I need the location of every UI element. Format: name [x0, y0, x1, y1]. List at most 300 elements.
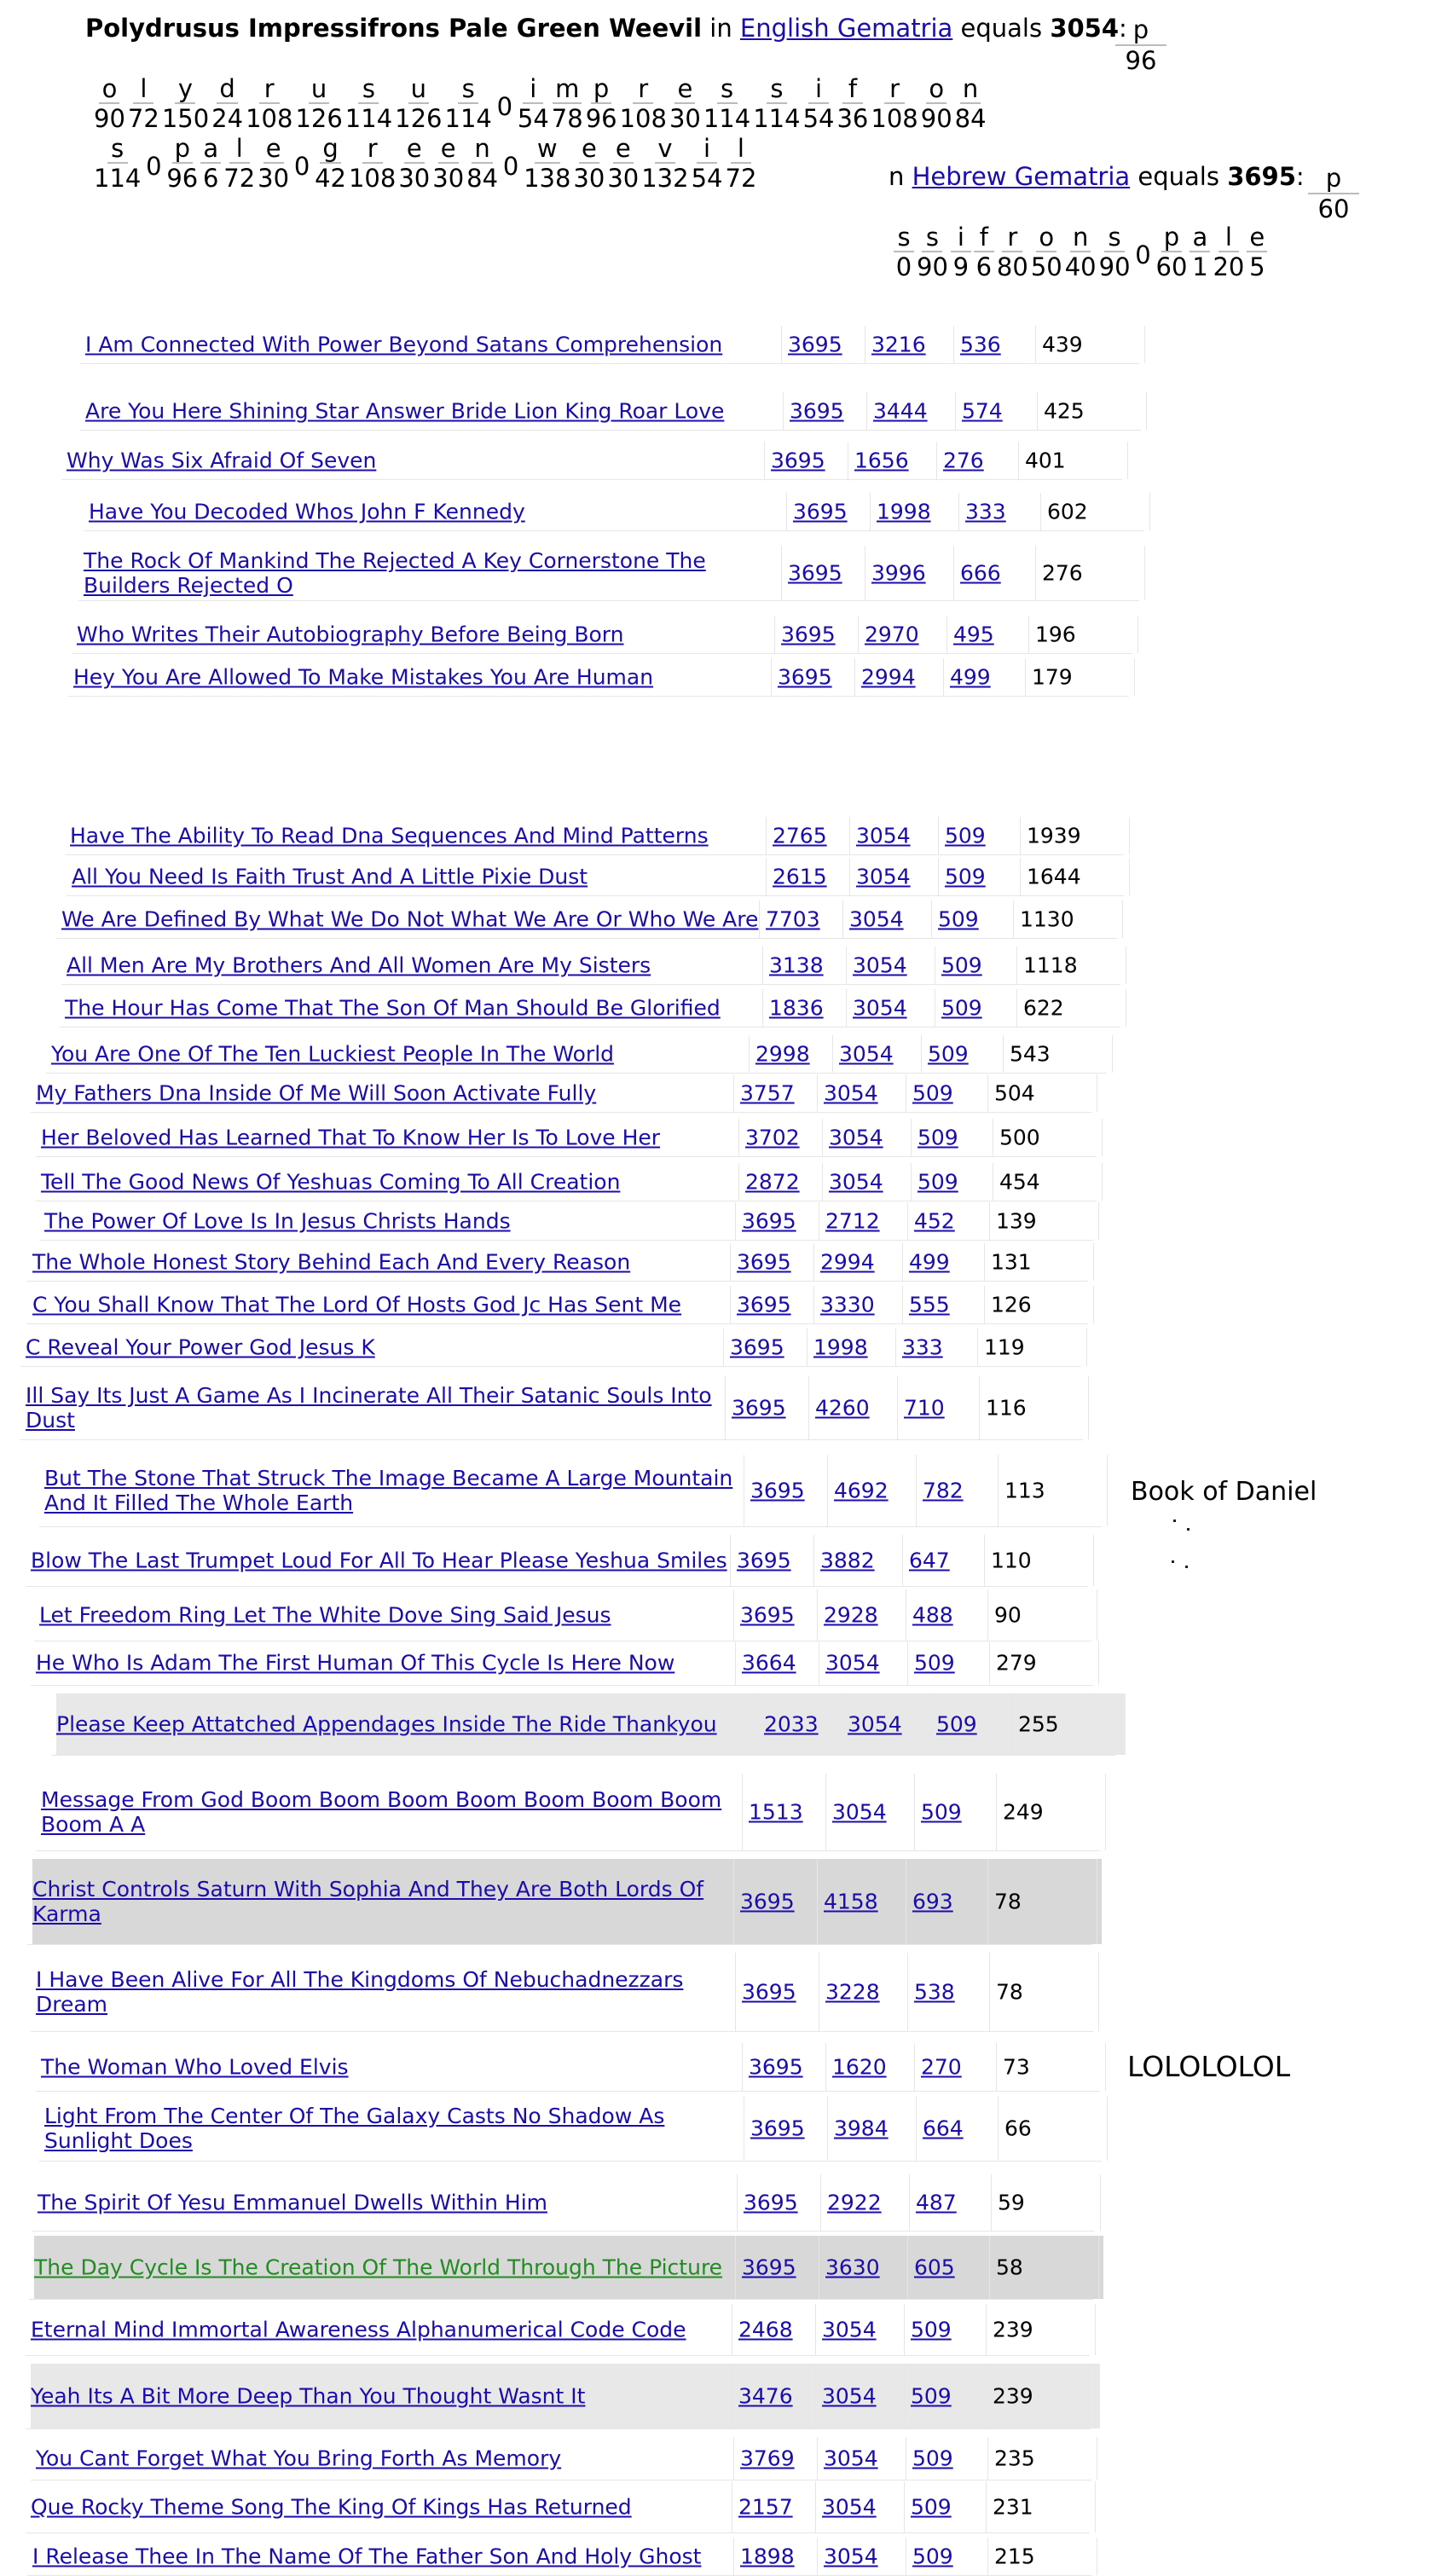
letter-cell — [955, 75, 987, 133]
search-count: 454 — [999, 1169, 1040, 1195]
column-divider — [1105, 2043, 1106, 2091]
simple-value-link[interactable]: 538 — [914, 1979, 955, 2005]
jewish-value-link[interactable]: 3054 — [829, 1125, 883, 1150]
phrase-link[interactable]: Have You Decoded Whos John F Kennedy — [89, 499, 525, 524]
english-value-link[interactable]: 3695 — [737, 1548, 791, 1573]
english-value-link[interactable]: 3476 — [738, 2383, 793, 2409]
column-divider — [841, 1693, 842, 1755]
english-value-link[interactable]: 2615 — [773, 864, 827, 889]
jewish-value-link[interactable]: 2922 — [827, 2190, 882, 2215]
speck-mark — [1173, 1520, 1176, 1522]
search-count: 504 — [994, 1080, 1035, 1106]
phrase-link[interactable]: Why Was Six Afraid Of Seven — [67, 448, 377, 473]
column-divider — [733, 1074, 734, 1112]
column-divider — [725, 1376, 726, 1439]
phrase-link[interactable]: He Who Is Adam The First Human Of This Cycle Is Here Now — [36, 1650, 675, 1676]
search-count: 1939 — [1027, 823, 1081, 848]
simple-value-link[interactable]: 487 — [916, 2190, 957, 2215]
jewish-value-link[interactable]: 3228 — [825, 1979, 880, 2005]
phrase-link[interactable]: C Reveal Your Power God Jesus K — [26, 1334, 375, 1360]
column-divider — [742, 2043, 743, 2091]
table-row — [36, 1074, 1071, 1112]
column-divider — [1011, 1693, 1012, 1755]
jewish-value-link[interactable]: 3054 — [824, 1080, 878, 1106]
jewish-value-link[interactable]: 3054 — [825, 1650, 880, 1676]
column-divider — [1093, 1286, 1094, 1323]
phrase-link[interactable]: You Cant Forget What You Bring Forth As Memory — [36, 2446, 562, 2471]
letter-value: 5 — [1249, 252, 1265, 281]
simple-value-link[interactable]: 509 — [945, 864, 986, 889]
jewish-value-link[interactable]: 3054 — [832, 1799, 887, 1825]
simple-value-link[interactable]: 488 — [912, 1602, 953, 1628]
simple-value-link[interactable]: 664 — [923, 2116, 964, 2141]
simple-value-link[interactable]: 452 — [914, 1208, 955, 1234]
column-divider — [998, 1455, 999, 1526]
letter-char: a — [200, 135, 221, 164]
column-divider — [733, 1859, 734, 1944]
phrase-link[interactable]: The Hour Has Come That The Son Of Man Should Be Glorified — [65, 995, 721, 1021]
column-divider — [987, 2538, 988, 2575]
letter-value: 84 — [954, 104, 987, 133]
english-value-link[interactable]: 3695 — [740, 1602, 795, 1628]
column-divider — [911, 1163, 912, 1201]
jewish-value-link[interactable]: 3054 — [822, 2317, 877, 2342]
letter-value: 9 — [952, 252, 970, 281]
table-row — [36, 1641, 1073, 1685]
simple-value-link[interactable]: 782 — [923, 1478, 964, 1503]
english-value-link[interactable]: 3695 — [793, 499, 848, 524]
simple-value-link[interactable]: 499 — [950, 664, 991, 690]
jewish-value-link[interactable]: 3882 — [820, 1548, 875, 1573]
jewish-value-link[interactable]: 2712 — [825, 1208, 880, 1234]
simple-value-link[interactable]: 647 — [909, 1548, 950, 1573]
letter-cell — [573, 135, 605, 193]
table-row — [41, 2043, 1080, 2091]
jewish-value-link[interactable]: 3054 — [853, 952, 907, 978]
simple-value-link[interactable]: 536 — [960, 332, 1001, 357]
row-divider — [68, 696, 1129, 697]
simple-value-link[interactable]: 509 — [941, 995, 982, 1021]
letter-char: f — [974, 223, 994, 252]
jewish-value-link[interactable]: 3996 — [871, 560, 926, 586]
row-divider — [60, 1027, 1120, 1028]
phrase-link[interactable]: Are You Here Shining Star Answer Bride Lion King Roar Love — [85, 398, 725, 424]
simple-value-link[interactable]: 499 — [909, 1249, 950, 1275]
simple-value-link[interactable]: 693 — [912, 1889, 953, 1914]
search-count: 255 — [1018, 1711, 1059, 1737]
simple-value-link[interactable]: 333 — [902, 1334, 943, 1360]
simple-value-link[interactable]: 605 — [914, 2255, 955, 2280]
phrase-link[interactable]: The Power Of Love Is In Jesus Christs Hands — [44, 1208, 511, 1234]
search-count: 1644 — [1027, 864, 1081, 889]
english-value-link[interactable]: 3695 — [750, 1478, 805, 1503]
column-divider — [1088, 1376, 1089, 1439]
column-divider — [1134, 658, 1135, 696]
simple-value-link[interactable]: 509 — [938, 906, 979, 932]
jewish-value-link[interactable]: 3054 — [856, 864, 911, 889]
phrase-link[interactable]: I Release Thee In The Name Of The Father Son And Holy Ghost — [32, 2544, 702, 2569]
letter-char: r — [633, 75, 653, 104]
letter-value: 84 — [466, 164, 499, 193]
english-value-link[interactable]: 3695 — [730, 1334, 784, 1360]
column-divider — [735, 1953, 736, 2031]
letter-char: y — [175, 75, 195, 104]
simple-value-link[interactable]: 509 — [911, 2383, 952, 2409]
english-value-link[interactable]: 3695 — [742, 1208, 796, 1234]
simple-value-link[interactable]: 509 — [914, 1650, 955, 1676]
letter-cell — [1213, 223, 1244, 281]
letter-value: 0 — [895, 252, 912, 281]
column-divider — [815, 2481, 816, 2533]
row-divider — [56, 938, 1117, 939]
letter-char: o — [926, 75, 946, 104]
english-value-link[interactable]: 3702 — [745, 1125, 800, 1150]
table-row — [32, 1286, 1068, 1323]
column-divider — [914, 2043, 915, 2091]
simple-value-link[interactable]: 509 — [941, 952, 982, 978]
column-divider — [1025, 658, 1026, 696]
phrase-link[interactable]: The Day Cycle Is The Creation Of The World Through The Picture — [34, 2255, 723, 2280]
jewish-value-link[interactable]: 3054 — [824, 2446, 878, 2471]
jewish-value-link[interactable]: 3054 — [822, 2383, 877, 2409]
english-value-link[interactable]: 2872 — [745, 1169, 800, 1195]
jewish-value-link[interactable]: 3054 — [822, 2494, 877, 2520]
column-divider — [1020, 858, 1021, 895]
hebrew-value: 3695 — [1227, 162, 1296, 191]
jewish-value-link[interactable]: 3444 — [873, 398, 928, 424]
phrase-link[interactable]: The Spirit Of Yesu Emmanuel Dwells Within Him — [38, 2190, 547, 2215]
table-row — [26, 1376, 1062, 1439]
letter-cell — [669, 75, 701, 133]
simple-value-link[interactable]: 509 — [945, 823, 986, 848]
row-divider — [27, 1281, 1088, 1282]
column-divider — [735, 1641, 736, 1685]
jewish-value-link[interactable]: 1620 — [832, 2054, 887, 2080]
jewish-value-link[interactable]: 2994 — [820, 1249, 875, 1275]
jewish-value-link[interactable]: 3630 — [825, 2255, 880, 2280]
jewish-value-link[interactable]: 4260 — [815, 1395, 870, 1421]
simple-value-link[interactable]: 495 — [953, 622, 994, 647]
search-count: 439 — [1042, 332, 1083, 357]
column-divider — [953, 326, 954, 363]
column-divider — [1098, 1202, 1099, 1240]
jewish-value-link[interactable]: 3054 — [849, 906, 904, 932]
simple-value-link[interactable]: 509 — [911, 2317, 952, 2342]
phrase-link[interactable]: C You Shall Know That The Lord Of Hosts God Jc Has Sent Me — [32, 1292, 682, 1317]
phrase-link[interactable]: Yeah Its A Bit More Deep Than You Thought Wasnt It — [31, 2383, 586, 2409]
column-divider — [984, 1286, 985, 1323]
column-divider — [914, 1774, 915, 1850]
column-divider — [987, 1859, 988, 1944]
english-value-link[interactable]: 3695 — [788, 332, 842, 357]
hebrew-letter-breakdown-clip — [887, 220, 1381, 288]
search-count: 249 — [1003, 1799, 1044, 1825]
simple-value-link[interactable]: 509 — [912, 2544, 953, 2569]
english-value-link[interactable]: 1898 — [740, 2544, 795, 2569]
english-value-link[interactable]: 3695 — [750, 2116, 805, 2141]
table-row — [32, 1243, 1068, 1281]
english-value-link[interactable]: 3695 — [744, 2190, 798, 2215]
letter-char: s — [894, 223, 914, 252]
phrase-link[interactable]: I Have Been Alive For All The Kingdoms Of Nebuchadnezzars Dream — [36, 1967, 684, 2017]
column-divider — [1020, 817, 1021, 854]
letter-char: e — [579, 135, 599, 164]
letter-value: 30 — [432, 164, 465, 193]
phrase-link[interactable]: Have The Ability To Read Dna Sequences And Mind Patterns — [70, 823, 709, 848]
column-divider — [825, 2043, 826, 2091]
letter-cell — [524, 135, 570, 193]
letter-char: o — [99, 75, 119, 104]
phrase-link[interactable]: Ill Say Its Just A Game As I Incinerate All Their Satanic Souls Into Dust — [26, 1383, 712, 1433]
letter-value: 126 — [295, 104, 343, 133]
search-count: 239 — [993, 2317, 1033, 2342]
column-divider — [1107, 1455, 1108, 1526]
letter-cell — [1190, 223, 1210, 281]
jewish-value-link[interactable]: 3054 — [856, 823, 911, 848]
letter-cell — [432, 135, 464, 193]
letter-cell — [162, 75, 209, 133]
english-value-link[interactable]: 3695 — [771, 448, 825, 473]
english-value-link[interactable]: 3695 — [778, 664, 832, 690]
row-divider — [39, 1240, 1093, 1241]
letter-char: v — [655, 135, 675, 164]
column-divider — [1127, 442, 1128, 479]
phrase-link[interactable]: We Are Defined By What We Do Not What We Are Or Who We Are — [61, 906, 759, 932]
english-value-link[interactable]: 3695 — [742, 1979, 796, 2005]
letter-char: n — [1070, 223, 1091, 252]
phrase-link[interactable]: The Woman Who Loved Elvis — [41, 2054, 349, 2080]
letter-cell — [1031, 223, 1062, 281]
simple-value-link[interactable]: 509 — [912, 1080, 953, 1106]
row-divider — [29, 2299, 1093, 2300]
jewish-value-link[interactable]: 3984 — [834, 2116, 889, 2141]
phrase-link[interactable]: My Fathers Dna Inside Of Me Will Soon Activate Fully — [36, 1080, 597, 1106]
english-value-link[interactable]: 3695 — [742, 2255, 796, 2280]
phrase-link[interactable]: The Whole Honest Story Behind Each And Every Reason — [32, 1249, 631, 1275]
jewish-value-link[interactable]: 3054 — [829, 1169, 883, 1195]
jewish-value-link[interactable]: 3054 — [853, 995, 907, 1021]
english-value-link[interactable]: 2157 — [738, 2494, 793, 2520]
simple-value-link[interactable]: 509 — [918, 1169, 958, 1195]
column-divider — [943, 658, 944, 696]
letter-char: p — [1161, 223, 1182, 252]
search-count: 58 — [996, 2255, 1023, 2280]
english-value-link[interactable]: 3664 — [742, 1650, 796, 1676]
hebrew-letter-breakdown-row — [894, 223, 1270, 281]
phrase-link[interactable]: Her Beloved Has Learned That To Know Her Is To Love Her — [41, 1125, 661, 1150]
english-value-link[interactable]: 7703 — [766, 906, 820, 932]
search-count: 78 — [996, 1979, 1023, 2005]
english-value-link[interactable]: 3757 — [740, 1080, 795, 1106]
letter-cell — [836, 75, 868, 133]
speck-mark — [1187, 1528, 1190, 1531]
phrase-link[interactable]: I Am Connected With Power Beyond Satans Comprehension — [85, 332, 723, 357]
english-gematria-link[interactable]: English Gematria — [739, 14, 953, 43]
column-divider — [989, 1202, 990, 1240]
row-divider — [27, 1323, 1088, 1324]
phrase-link[interactable]: Eternal Mind Immortal Awareness Alphanumerical Code Code — [31, 2317, 686, 2342]
letter-char: s — [922, 223, 942, 252]
english-value-link[interactable]: 3695 — [737, 1249, 791, 1275]
letter-value: 1 — [1192, 252, 1208, 281]
jewish-value-link[interactable]: 3330 — [820, 1292, 875, 1317]
search-count: 543 — [1010, 1041, 1051, 1067]
jewish-value-link[interactable]: 3054 — [824, 2544, 878, 2569]
english-value-link[interactable]: 3769 — [740, 2446, 795, 2471]
simple-value-link[interactable]: 509 — [918, 1125, 958, 1150]
search-count: 235 — [994, 2446, 1035, 2471]
jewish-value-link[interactable]: 2928 — [824, 1602, 878, 1628]
phrase-link[interactable]: Christ Controls Saturn With Sophia And They Are Both Lords Of Karma — [32, 1877, 704, 1926]
letter-char: p — [591, 75, 611, 104]
letter-cell — [166, 135, 198, 193]
column-divider — [807, 1329, 808, 1366]
table-row — [84, 546, 1119, 600]
jewish-value-link[interactable]: 3054 — [839, 1041, 894, 1067]
column-divider — [1035, 326, 1036, 363]
letter-cell — [1156, 223, 1188, 281]
search-count: 119 — [984, 1334, 1025, 1360]
english-value-link[interactable]: 3695 — [790, 398, 844, 424]
column-divider — [989, 1641, 990, 1685]
column-divider — [1003, 1035, 1004, 1073]
phrase-link[interactable]: You Are One Of The Ten Luckiest People In The World — [51, 1041, 615, 1067]
simple-value-link[interactable]: 333 — [965, 499, 1006, 524]
search-count: 500 — [999, 1125, 1040, 1150]
english-value-link[interactable]: 2033 — [764, 1711, 819, 1737]
letter-value: 36 — [836, 104, 869, 133]
simple-value-link[interactable]: 710 — [904, 1395, 945, 1421]
simple-value-link[interactable]: 509 — [936, 1711, 977, 1737]
letter-char: s — [767, 75, 787, 104]
letter-value: 30 — [398, 164, 431, 193]
letter-cell — [128, 75, 159, 133]
phrase-link[interactable]: Who Writes Their Autobiography Before Being Born — [77, 622, 624, 647]
english-value-link[interactable]: 1836 — [769, 995, 824, 1021]
jewish-value-link[interactable]: 4692 — [834, 1478, 889, 1503]
simple-value-link[interactable]: 574 — [962, 398, 1003, 424]
column-divider — [989, 2236, 990, 2299]
column-divider — [987, 1589, 988, 1641]
simple-value-link[interactable]: 555 — [909, 1292, 950, 1317]
phrase-link[interactable]: All You Need Is Faith Trust And A Little Pixie Dust — [72, 864, 588, 889]
column-divider — [723, 1329, 724, 1366]
english-value-link[interactable]: 3695 — [740, 1889, 795, 1914]
row-divider — [61, 984, 1120, 985]
letter-char: s — [1104, 223, 1125, 252]
jewish-value-link[interactable]: 2970 — [865, 622, 919, 647]
letter-cell — [398, 135, 430, 193]
english-value-link[interactable]: 3695 — [749, 2054, 803, 2080]
row-divider — [32, 2231, 1095, 2232]
column-divider — [916, 1455, 917, 1526]
row-divider — [26, 2428, 1090, 2429]
column-divider — [953, 546, 954, 600]
simple-value-link[interactable]: 270 — [921, 2054, 962, 2080]
simple-value-link[interactable]: 666 — [960, 560, 1001, 586]
english-value-link[interactable]: 2468 — [738, 2317, 793, 2342]
letter-value: 54 — [691, 164, 723, 193]
column-divider — [822, 1119, 823, 1156]
english-value-link[interactable]: 2998 — [755, 1041, 810, 1067]
search-count: 401 — [1025, 448, 1066, 473]
phrase-link[interactable]: Tell The Good News Of Yeshuas Coming To All Creation — [41, 1169, 621, 1195]
english-value-link[interactable]: 3138 — [769, 952, 824, 978]
english-value-link[interactable]: 3695 — [732, 1395, 786, 1421]
simple-value-link[interactable]: 509 — [921, 1799, 962, 1825]
english-first-letter — [1115, 15, 1166, 75]
phrase-link[interactable]: Let Freedom Ring Let The White Dove Sing Said Jesus — [39, 1602, 611, 1628]
phrase-link[interactable]: Message From God Boom Boom Boom Boom Boom Boom Boom Boom A A — [41, 1787, 722, 1837]
table-row — [65, 989, 1100, 1027]
phrase-link[interactable]: But The Stone That Struck The Image Became A Large Mountain And It Filled The Whole Earth — [44, 1466, 733, 1515]
phrase-link[interactable]: Hey You Are Allowed To Make Mistakes You Are Human — [73, 664, 654, 690]
table-row — [38, 2174, 1074, 2231]
column-divider — [771, 658, 772, 696]
phrase-link[interactable]: Blow The Last Trumpet Loud For All To Hear Please Yeshua Smiles — [31, 1548, 727, 1573]
hebrew-gematria-link[interactable]: Hebrew Gematria — [912, 162, 1131, 191]
jewish-value-link[interactable]: 1998 — [813, 1334, 868, 1360]
phrase-link[interactable]: Please Keep Attatched Appendages Inside The Ride Thankyou — [56, 1711, 717, 1737]
column-divider — [1028, 616, 1029, 653]
letter-char: r — [259, 75, 280, 104]
jewish-value-link[interactable]: 3216 — [871, 332, 926, 357]
letter-value: 108 — [348, 164, 397, 193]
column-divider — [781, 326, 782, 363]
letter-value: 6 — [975, 252, 993, 281]
jewish-value-link[interactable]: 1998 — [877, 499, 931, 524]
phrase-link[interactable]: All Men Are My Brothers And All Women Are My Sisters — [67, 952, 651, 978]
english-value-link[interactable]: 3695 — [781, 622, 836, 647]
english-value-link[interactable]: 1513 — [749, 1799, 803, 1825]
row-divider — [36, 1850, 1100, 1851]
table-row — [41, 1119, 1076, 1156]
letter-value: 60 — [1317, 194, 1350, 223]
simple-value-link[interactable]: 509 — [912, 2446, 953, 2471]
phrase-link[interactable]: Light From The Center Of The Galaxy Casts No Shadow As Sunlight Does — [44, 2104, 665, 2153]
letter-cell — [1133, 223, 1154, 281]
row-divider — [27, 1944, 1091, 1945]
column-divider — [1146, 392, 1147, 430]
column-divider — [1129, 817, 1130, 854]
column-divider — [1018, 442, 1019, 479]
phrase-link[interactable]: The Rock Of Mankind The Rejected A Key Cornerstone The Builders Rejected O — [84, 548, 706, 598]
jewish-value-link[interactable]: 1656 — [854, 448, 909, 473]
simple-value-link[interactable]: 509 — [911, 2494, 952, 2520]
table-row — [56, 1693, 1126, 1755]
search-count: 116 — [986, 1395, 1027, 1421]
search-count: 59 — [998, 2190, 1025, 2215]
letter-value: 96 — [1125, 46, 1157, 75]
letter-value: 54 — [517, 104, 549, 133]
column-divider — [738, 1163, 739, 1201]
jewish-value-link[interactable]: 2994 — [861, 664, 916, 690]
search-count: 78 — [994, 1889, 1022, 1914]
column-divider — [764, 442, 765, 479]
column-divider — [1144, 326, 1145, 363]
letter-value: 40 — [1064, 252, 1097, 281]
jewish-value-link[interactable]: 3054 — [848, 1711, 902, 1737]
english-value-link[interactable]: 2765 — [773, 823, 827, 848]
english-value-link[interactable]: 3695 — [737, 1292, 791, 1317]
simple-value-link[interactable]: 276 — [943, 448, 984, 473]
letter-char: r — [1002, 223, 1022, 252]
simple-value-link[interactable]: 509 — [928, 1041, 969, 1067]
phrase-link[interactable]: Que Rocky Theme Song The King Of Kings Has Returned — [31, 2494, 632, 2520]
jewish-value-link[interactable]: 4158 — [824, 1889, 878, 1914]
english-value-link[interactable]: 3695 — [788, 560, 842, 586]
search-count: 1130 — [1020, 906, 1074, 932]
